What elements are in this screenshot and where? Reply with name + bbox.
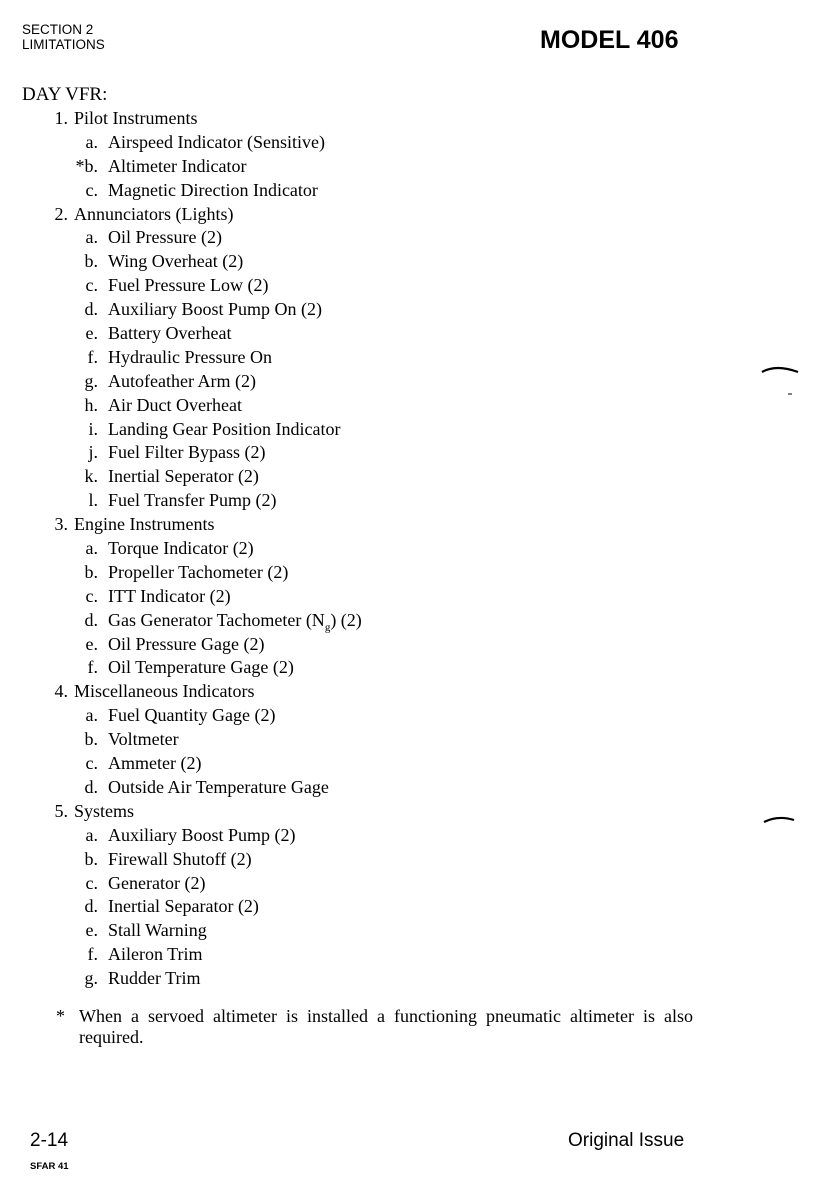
list-item [0, 967, 800, 991]
footnote-marker: * [56, 1006, 65, 1026]
item-letter: a. [85, 227, 98, 248]
item-letter: e. [85, 920, 98, 941]
list-item [0, 274, 800, 298]
item-letter: a. [85, 705, 98, 726]
item-letter: i. [88, 418, 98, 439]
item-letter: d. [84, 776, 98, 797]
list-item [0, 537, 800, 561]
list-item [0, 776, 800, 800]
list-item [0, 179, 800, 203]
item-letter: b. [84, 251, 98, 272]
equipment-list [0, 107, 800, 991]
item-text: Magnetic Direction Indicator [108, 179, 318, 200]
item-text: Fuel Filter Bypass (2) [108, 442, 266, 463]
item-letter: d. [84, 299, 98, 320]
item-text: Altimeter Indicator [108, 155, 247, 176]
item-text: Propeller Tachometer (2) [108, 561, 289, 582]
item-text: Outside Air Temperature Gage [108, 776, 329, 797]
list-item [0, 585, 800, 609]
item-text: Battery Overheat [108, 323, 232, 344]
section-label: Miscellaneous Indicators [74, 681, 255, 702]
item-letter: c. [85, 872, 98, 893]
section-number: 4. [54, 681, 68, 702]
item-letter: a. [85, 824, 98, 845]
item-text: Inertial Seperator (2) [108, 466, 259, 487]
item-letter: g. [84, 968, 98, 989]
section-number: 5. [54, 800, 68, 821]
item-letter: b. [84, 561, 98, 582]
item-text: Oil Pressure Gage (2) [108, 633, 265, 654]
item-letter: c. [85, 585, 98, 606]
margin-mark [762, 812, 802, 832]
list-item [0, 489, 800, 513]
item-text: Air Duct Overheat [108, 394, 242, 415]
list-item [0, 346, 800, 370]
section-number: SECTION 2 [22, 22, 94, 37]
list-item [0, 250, 800, 274]
item-text: Voltmeter [108, 729, 179, 750]
sfar-reference: SFAR 41 [30, 1161, 69, 1172]
item-text: Inertial Separator (2) [108, 896, 259, 917]
section-label: Engine Instruments [74, 514, 215, 535]
list-item [0, 919, 800, 943]
item-letter: b. [84, 848, 98, 869]
item-text: Wing Overheat (2) [108, 251, 244, 272]
item-letter: f. [87, 346, 98, 367]
list-item [0, 561, 800, 585]
item-letter: c. [85, 753, 98, 774]
list-item [0, 465, 800, 489]
issue-label: Original Issue [568, 1130, 685, 1151]
item-text: Fuel Pressure Low (2) [108, 275, 269, 296]
item-text: Ammeter (2) [108, 753, 202, 774]
item-text: Fuel Transfer Pump (2) [108, 490, 277, 511]
list-item [0, 824, 800, 848]
list-item [0, 155, 800, 179]
list-item [0, 131, 800, 155]
item-letter: g. [84, 370, 98, 391]
section-label: Pilot Instruments [74, 108, 198, 128]
section-item [0, 513, 800, 537]
item-text: Aileron Trim [108, 944, 203, 965]
list-item [0, 298, 800, 322]
section-number: 3. [54, 514, 68, 535]
item-letter: e. [85, 633, 98, 654]
section-item [0, 203, 800, 227]
item-text: Auxiliary Boost Pump On (2) [108, 299, 322, 320]
list-item [0, 752, 800, 776]
item-letter: e. [85, 323, 98, 344]
item-text: Oil Temperature Gage (2) [108, 657, 294, 678]
list-item [0, 728, 800, 752]
list-item [0, 226, 800, 250]
page-number: 2-14 [30, 1130, 69, 1151]
section-number: 1. [54, 108, 68, 128]
item-text: Gas Generator Tachometer $(N_g)$ (2) [108, 609, 362, 634]
item-text: Fuel Quantity Gage (2) [108, 705, 276, 726]
list-item [0, 848, 800, 872]
list-item [0, 394, 800, 418]
list-item [0, 943, 800, 967]
item-letter: j. [88, 442, 98, 463]
item-letter: a. [85, 538, 98, 559]
list-item [0, 656, 800, 680]
item-letter: f. [87, 657, 98, 678]
model-title: MODEL 406 [540, 26, 679, 54]
item-letter: a. [85, 131, 98, 152]
item-text: Rudder Trim [108, 968, 201, 989]
item-letter: k. [84, 466, 98, 487]
list-item [0, 895, 800, 919]
footnote-text: When a servoed altimeter is installed a functioning pneumatic altimeter is also required. [79, 1006, 693, 1047]
item-text: Stall Warning [108, 920, 207, 941]
list-item [0, 322, 800, 346]
section-item [0, 107, 800, 131]
item-text: Autofeather Arm (2) [108, 370, 256, 391]
section-number: 2. [54, 203, 68, 224]
item-text: Generator (2) [108, 872, 206, 893]
item-text: Torque Indicator (2) [108, 538, 254, 559]
item-text: ITT Indicator (2) [108, 585, 231, 606]
list-item [0, 872, 800, 896]
section-label: Systems [74, 800, 135, 821]
section-item [0, 800, 800, 824]
list-item [0, 704, 800, 728]
item-letter: l. [88, 490, 98, 511]
item-letter: c. [85, 179, 98, 200]
item-letter: d. [84, 609, 98, 630]
item-text: Oil Pressure (2) [108, 227, 222, 248]
item-text: Hydraulic Pressure On [108, 346, 272, 367]
item-text: Landing Gear Position Indicator [108, 418, 341, 439]
item-text: Airspeed Indicator (Sensitive) [108, 131, 325, 152]
item-text: Firewall Shutoff (2) [108, 848, 252, 869]
list-item [0, 370, 800, 394]
item-letter: b. [84, 729, 98, 750]
item-letter: h. [84, 394, 98, 415]
list-item [0, 609, 800, 633]
margin-mark [758, 360, 802, 400]
section-title: LIMITATIONS [22, 37, 105, 52]
item-letter: f. [87, 944, 98, 965]
item-letter: c. [85, 275, 98, 296]
section-label: Annunciators (Lights) [74, 203, 234, 224]
page-title: DAY VFR: [22, 84, 108, 105]
item-letter: *b. [75, 155, 98, 176]
section-item [0, 680, 800, 704]
item-letter: d. [84, 896, 98, 917]
list-item [0, 441, 800, 465]
section-header [22, 22, 105, 52]
list-item [0, 633, 800, 657]
item-text: Auxiliary Boost Pump (2) [108, 824, 296, 845]
list-item [0, 418, 800, 442]
